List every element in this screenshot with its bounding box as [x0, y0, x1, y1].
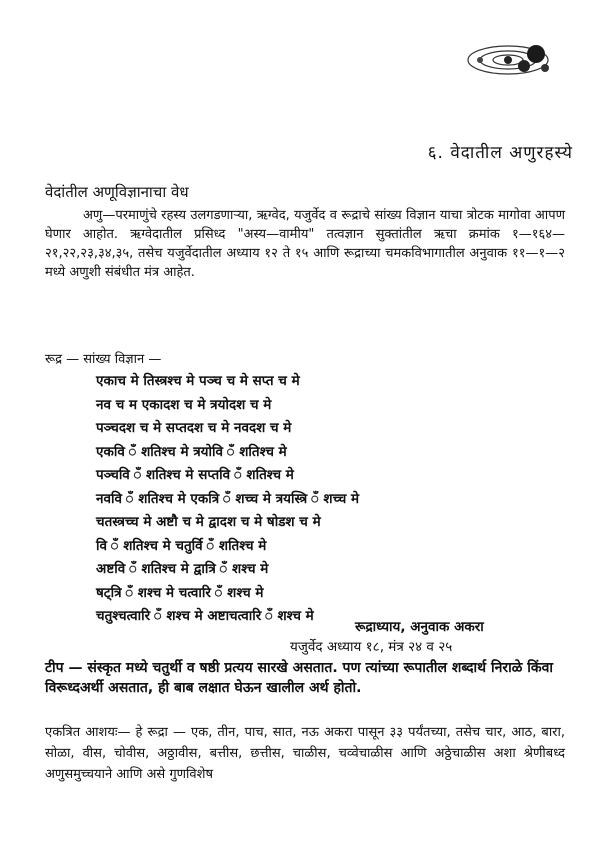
verse-line: अष्टवि ँ शतिश्च मे द्वात्रि ँ शश्च मे — [96, 561, 269, 577]
reference-yajurveda: यजुर्वेद अध्याय १८, मंत्र २४ व २५ — [290, 639, 453, 655]
intro-paragraph-text: अणु—परमाणुंचे रहस्य उलगडणाऱ्या, ऋग्वेद, यजुर्वेद व रूद्राचे सांख्य विज्ञान याचा त्रोटक मागोवा आपण घेणार आहोत. ऋग्वेदातील प्रसिध्द "अस्य—वामीय" तत्वज्ञान सुक्तांतील ऋचा क्रमांक १—१६४—२१,२२,२३,३४,३५, तसेच यजुर्वेदातील अध्याय १२ ते १५ आणि रूद्राच्या चमकविभागातील अनुवाक ११—१—२ मध्ये अणुशी संबंधीत मंत्र आहेत. — [45, 208, 565, 280]
intro-paragraph — [45, 206, 565, 282]
rudra-label: रूद्र — सांख्य विज्ञान — — [45, 352, 162, 367]
verse-line: नववि ँ शतिश्च मे एकत्रि ँ शच्च मे त्रयस्त्रि ँ शच्च मे — [96, 490, 360, 507]
verse-block — [96, 370, 359, 629]
verse-line: एकवि ँ शतिश्च मे त्रयोवि ँ शतिश्च मे — [96, 443, 287, 460]
verse-line: वि ँ शतिश्च मे चतुर्वि ँ शतिश्च मे — [96, 537, 267, 554]
reference-rudradhyaya: रूद्राध्याय, अनुवाक अकरा — [355, 619, 484, 635]
verse-line: चतुश्चत्वारि ँ शश्च मे अष्टाचत्वारि ँ शश्च मे — [96, 608, 314, 624]
combined-meaning-text: एकत्रित आशयः— हे रूद्रा — एक, तीन, पाच, सात, नऊ अकरा पासून ३३ पर्यंतच्या, तसेच चार, आठ, बारा, सोळा, वीस, चोवीस, अठ्ठावीस, बत्तीस, छत्तीस, चाळीस, चव्वेचाळीस आणि अठ्ठेचाळीस अशा श्रेणीबध्द अणुसमुच्चयाने आणि असे गुणविशेष — [45, 725, 565, 782]
verse-line: नव च म एकादश च मे त्रयोदश च मे — [96, 396, 272, 413]
verse-line: पञ्चदश च मे सप्तदश च मे नवदश च मे — [96, 420, 292, 436]
note-paragraph: टीप — संस्कृत मध्ये चतुर्थी व षष्ठी प्रत्यय सारखे असतात. पण त्यांच्या रूपातील शब्दार्थ निराळे किंवा विरूध्दअर्थी असतात, ही बाब लक्षात घेऊन खालील अर्थ होतो. — [45, 660, 554, 696]
section-heading: वेदांतील अणूविज्ञानाचा वेध — [45, 183, 189, 201]
verse-line: एकाच मे तिस्त्रश्च मे पञ्च च मे सप्त च मे — [96, 373, 300, 389]
verse-line: षट्त्रि ँ शश्च मे चत्वारि ँ शश्च मे — [96, 584, 264, 601]
combined-meaning-paragraph — [45, 722, 565, 785]
orbit-planets-icon — [458, 30, 558, 90]
verse-line: चतस्त्रच्च मे अष्टौ च मे द्वादश च मे षोडश च मे — [96, 514, 321, 530]
chapter-title: ६. वेदातील अणुरहस्ये — [427, 143, 573, 163]
verse-line: पञ्चवि ँ शतिश्च मे सप्तवि ँ शतिश्च मे — [96, 467, 294, 483]
